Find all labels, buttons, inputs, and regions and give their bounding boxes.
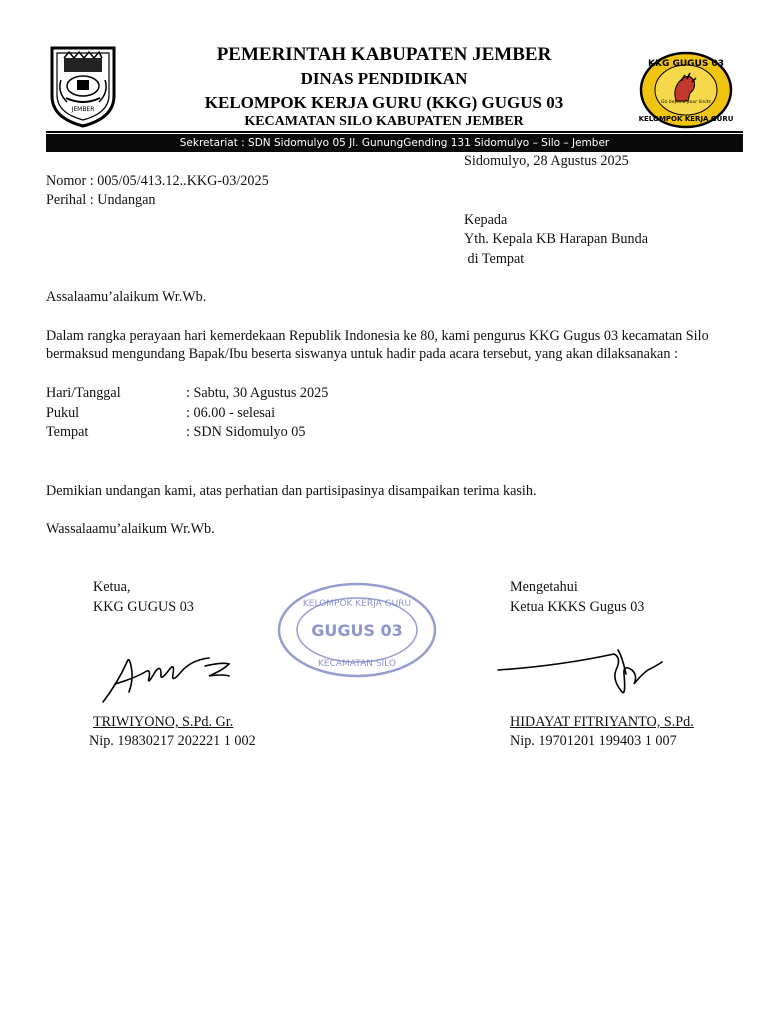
kop-kkg: KELOMPOK KERJA GURU (KKG) GUGUS 03 <box>204 93 564 112</box>
acara-pukul-value: : 06.00 - selesai <box>186 405 276 421</box>
tempat-tanggal: Sidomulyo, 28 Agustus 2025 <box>464 153 629 169</box>
stempel-kkg <box>276 580 438 680</box>
kop-kecamatan: KECAMATAN SILO KABUPATEN JEMBER <box>244 114 524 129</box>
kop-sekretariat: Sekretariat : SDN Sidomulyo 05 Jl. GunungGending 131 Sidomulyo – Silo – Jember <box>46 134 743 152</box>
kop-divider <box>46 131 743 133</box>
isi-surat: Dalam rangka perayaan hari kemerdekaan Republik Indonesia ke 80, kami pengurus KKG Gugus 03 kecamatan Silo bermaksud mengundang Bapak/Ibu beserta siswanya untuk hadir pada acara tersebut, yang akan dilaksanakan : <box>46 328 709 362</box>
acara-tempat-label: Tempat <box>46 424 89 440</box>
acara-hari-value: : Sabtu, 30 Agustus 2025 <box>186 385 329 401</box>
ttd-kanan-signature <box>496 640 696 700</box>
ttd-kiri-signature <box>95 650 245 710</box>
stempel-bottom-text: KECAMATAN SILO <box>318 659 396 669</box>
logo-right-top-text: KKG GUGUS 03 <box>648 59 724 69</box>
acara-pukul-label: Pukul <box>46 405 80 421</box>
logo-right-bottom-text: KELOMPOK KERJA GURU <box>639 115 733 123</box>
ttd-kiri-nama: TRIWIYONO, S.Pd. Gr. <box>93 714 234 730</box>
stempel-top-text: KELOMPOK KERJA GURU <box>302 599 412 609</box>
kop-pemerintah: PEMERINTAH KABUPATEN JEMBER <box>216 44 552 65</box>
ttd-kanan-jabatan: Mengetahui <box>510 579 578 595</box>
acara-hari-label: Hari/Tanggal <box>46 385 121 401</box>
logo-left-caption: JEMBER <box>71 106 95 113</box>
tujuan-surat: Yth. Kepala KB Harapan Bunda <box>464 231 648 247</box>
perihal: Perihal : Undangan <box>46 192 156 208</box>
ttd-kanan-nama: HIDAYAT FITRIYANTO, S.Pd. <box>510 714 694 730</box>
stempel-center-text: GUGUS 03 <box>311 621 403 640</box>
ttd-kanan-organisasi: Ketua KKKS Gugus 03 <box>510 599 645 615</box>
logo-right-motto: Go beyond your limits <box>661 100 711 105</box>
acara-tempat-value: : SDN Sidomulyo 05 <box>186 424 306 440</box>
kalimat-penutup: Demikian undangan kami, atas perhatian dan partisipasinya disampaikan terima kasih. <box>46 483 537 499</box>
ttd-kiri-organisasi: KKG GUGUS 03 <box>93 599 194 615</box>
ttd-kiri-nip: Nip. 19830217 202221 1 002 <box>89 733 256 749</box>
salam-pembuka: Assalaamu’alaikum Wr.Wb. <box>46 289 207 305</box>
ttd-kanan-nip: Nip. 19701201 199403 1 007 <box>510 733 677 749</box>
ttd-kiri-jabatan: Ketua, <box>93 579 131 595</box>
nomor-surat: Nomor : 005/05/413.12..KKG-03/2025 <box>46 173 269 189</box>
di-tempat: di Tempat <box>464 251 525 267</box>
kepada-label: Kepada <box>464 212 508 228</box>
salam-penutup: Wassalaamu’alaikum Wr.Wb. <box>46 521 215 537</box>
kop-dinas: DINAS PENDIDIKAN <box>300 69 468 88</box>
